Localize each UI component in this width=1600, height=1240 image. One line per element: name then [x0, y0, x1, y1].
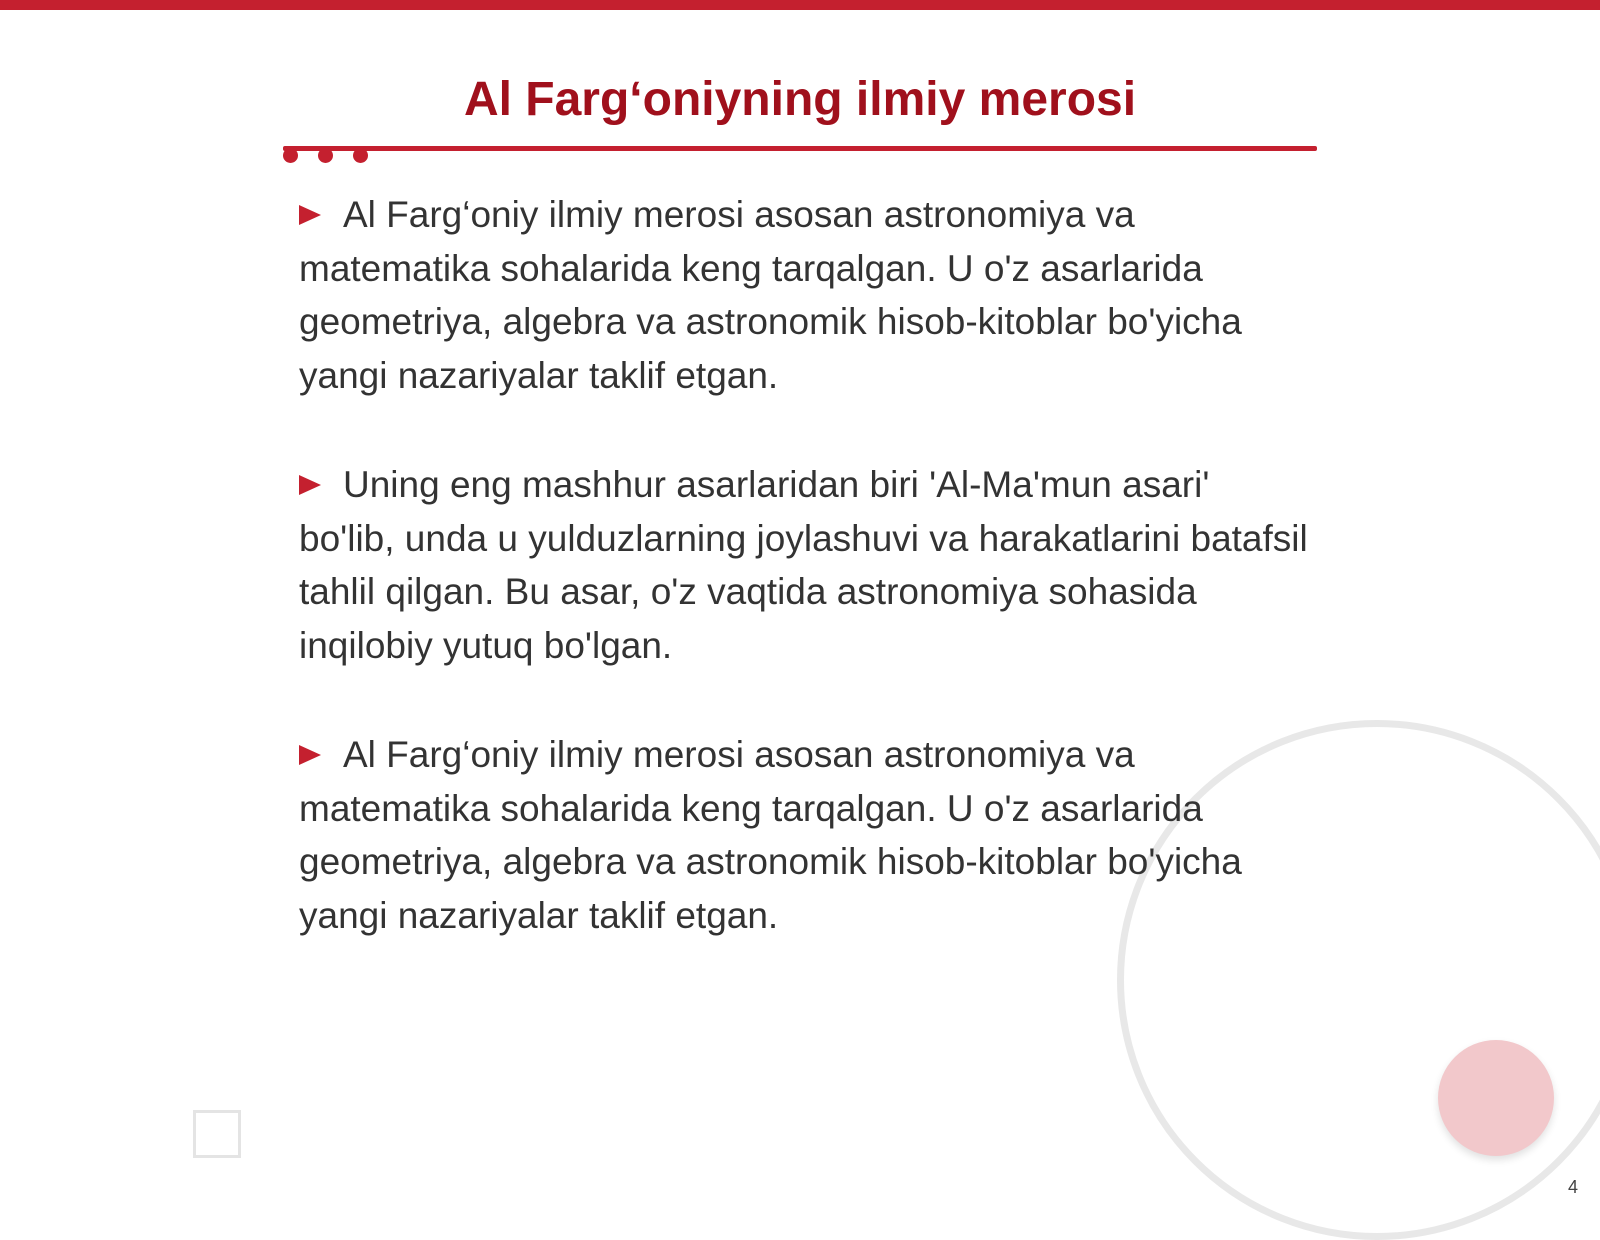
decorative-pink-circle [1438, 1040, 1554, 1156]
bullet-list [299, 188, 1309, 998]
title-underline [283, 146, 1317, 151]
bullet-arrow-icon [299, 475, 321, 495]
bullet-arrow-icon [299, 205, 321, 225]
slide-number: 4 [1567, 1177, 1578, 1197]
bullet-item [299, 188, 1309, 402]
decor-dot [283, 148, 298, 163]
decor-dot [353, 148, 368, 163]
bullet-arrow-icon [299, 745, 321, 765]
bullet-item [299, 728, 1309, 942]
bullet-text: Uning eng mashhur asarlaridan biri 'Al-Ma'mun asari' bo'lib, unda u yulduzlarning joylashuvi va harakatlarini batafsil tahlil qilgan. Bu asar, o'z vaqtida astronomiya sohasida inqilobiy yutuq bo'lgan. [299, 464, 1308, 666]
decor-dot [318, 148, 333, 163]
bullet-text: Al Farg‘oniy ilmiy merosi asosan astronomiya va matematika sohalarida keng tarqalgan. U o'z asarlarida geometriya, algebra va astronomik hisob-kitoblar bo'yicha yangi nazariyalar taklif etgan. [299, 734, 1242, 936]
decorative-square [193, 1110, 241, 1158]
slide-title: Al Farg‘oniyning ilmiy merosi [463, 73, 1137, 126]
top-accent-bar [0, 0, 1600, 10]
bullet-text: Al Farg‘oniy ilmiy merosi asosan astronomiya va matematika sohalarida keng tarqalgan. U o'z asarlarida geometriya, algebra va astronomik hisob-kitoblar bo'yicha yangi nazariyalar taklif etgan. [299, 194, 1242, 396]
bullet-item [299, 458, 1309, 672]
